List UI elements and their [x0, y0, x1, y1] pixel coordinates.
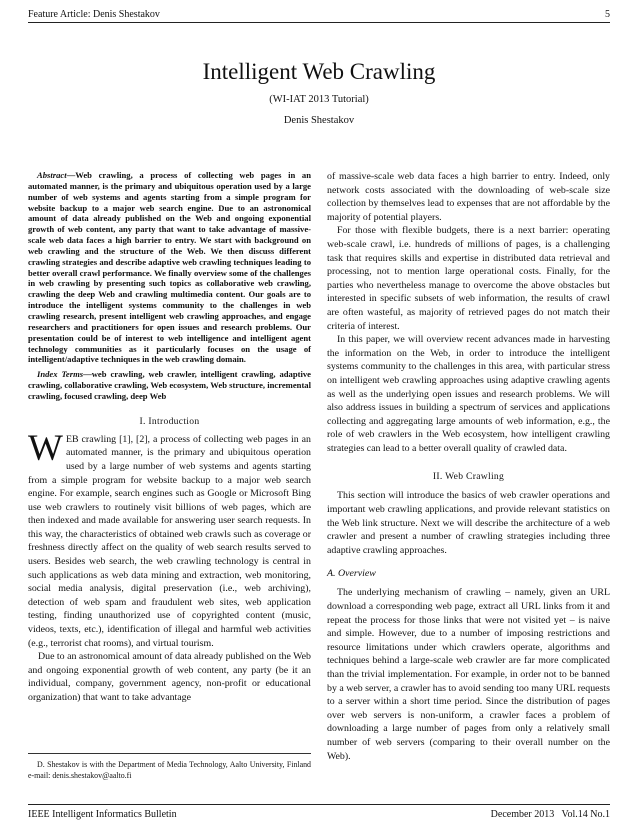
right-paragraph-1: of massive-scale web data faces a high barrier to entry. Indeed, only network costs associated with the downloading of web-scale size collection by themselves lead to expenses that are not affordable by the majority of potential players. [327, 171, 610, 223]
section-heading-introduction: I. Introduction [139, 415, 200, 427]
overview-paragraph: The underlying mechanism of crawling – namely, given an URL download a corresponding web page, extract all URL links from it and repeat the process for those links that were not visited yet – is naive and simple. However, due to a number of imposing restrictions and resource limitations under which crawlers operate, algorithms and techniques behind a large-scale web crawler are far more complicated than the trivial implementation. For example, in order not to be banned by a web server, a crawler has to avoid sending too many URL requests to a server within a short time period. Since the distribution of pages over web servers is non-uniform, a crawler faces a problem of downloading a large number of pages from only a relatively small number of web servers (comparing to their overall number on the Web). [327, 587, 610, 762]
abstract-text: —Web crawling, a process of collecting web pages in an automated manner, is the primary and ubiquitous operation used by a large number of web systems and agents starting from a simple program for website backup to a major web search engine. Due to an astronomical amount of data already published on the Web and ongoing exponential growth of web content, any party that want to take advantage of massive-scale web data faces a high barrier to entry. We start with background on web crawling and the structure of the Web. We then discuss different crawling strategies and describe adaptive web crawling techniques leading to better overall crawl performance. We finally overview some of the challenges in web crawling by presenting such topics as collaborative web crawling, crawling the deep Web and crawling multimedia content. Our goals are to introduce the intelligent systems community to the challenges in web crawling research, present intelligent web crawling approaches, and engage researchers and practitioners for open issues and research problems. Our presentation could be of interest to web intelligence and intelligent agent technology communities as it particularly focuses on the usage of intelligent/adaptive techniques in the web crawling domain. [28, 170, 311, 365]
subsection-heading-overview: A. Overview [327, 568, 376, 580]
intro-paragraph-1 [28, 427, 311, 651]
abstract [28, 170, 311, 365]
section-heading-web-crawling: II. Web Crawling [432, 471, 505, 483]
index-terms-label: Index Terms [37, 369, 84, 380]
index-terms-text: —web crawling, web crawler, intelligent crawling, adaptive crawling, collaborative crawling, Web ecosystem, Web structure, incremental crawling, focused crawling, deep Web [28, 369, 311, 401]
running-header [28, 8, 610, 23]
footer-journal: IEEE Intelligent Informatics Bulletin [28, 809, 177, 820]
abstract-label: Abstract [37, 170, 67, 180]
article-title: Intelligent Web Crawling [202, 59, 436, 84]
index-terms [28, 369, 311, 402]
intro-paragraph-2: Due to an astronomical amount of data already published on the Web and ongoing exponential growth of web content, any party (be it an individual, company, government agency, non-profit or educational organization) that want to take advantage [28, 651, 311, 703]
right-paragraph-2: For those with flexible budgets, there is a next barrier: operating web-scale crawl, i.e. hundreds of millions of pages, is a challenging task that requires skills and expertise in distributed data retrieval and processing, not to mention large operational costs. Finally, for the parties who nevertheless manage to overcome the above obstacles but interested in specific subsets of web information, the results of crawl are often wasteful, as majority of retrieved pages do not match their criteria of interest. [327, 225, 610, 332]
right-paragraph-3: In this paper, we will overview recent advances made in harvesting the information on the Web, in order to introduce the intelligent systems community to the challenges in this area, with particular stress on intelligent web crawling approaches using adaptive crawling agents as well as the underlying open issues and research problems. We will also address issues in building a spectrum of services and applications collecting and aggregating large amounts of web information, e.g., the role of web crawlers in the Web ecosystem, how intelligent crawling strategies can lead to a better overall quality of crawled data. [327, 334, 610, 454]
page-number: 5 [605, 9, 610, 20]
article-subtitle: (WI-IAT 2013 Tutorial) [269, 94, 369, 105]
header-title: Feature Article: Denis Shestakov [28, 9, 160, 20]
left-column [28, 170, 311, 705]
drop-cap: W [28, 427, 63, 469]
footnote-area [28, 753, 311, 782]
article-author: Denis Shestakov [283, 115, 355, 126]
footer-issue: December 2013 Vol.14 No.1 [490, 809, 610, 820]
author-footnote: D. Shestakov is with the Department of Media Technology, Aalto University, Finland e-mail: denis.shestakov@aalto.fi [28, 760, 311, 780]
web-crawling-paragraph-1: This section will introduce the basics of web crawler operations and important web crawling applications, and provide relevant statistics on the Web link structure. Next we will describe the architecture of a web crawler and present a number of crawling strategies including three adaptive crawling approaches. [327, 490, 610, 556]
running-footer [28, 804, 610, 821]
intro-paragraph-1-text: EB crawling [1], [2], a process of collecting web pages in an automated manner, is the primary and ubiquitous operation used by a large number of web systems and agents starting from a simple program for website backup to a major web search engine. For example, search engines such as Google or Microsoft Bing use web crawlers to routinely visit billions of web pages, which are then indexed and made available for answering user search requests. In this way, the characteristics of obtained web crawls such as coverage or freshness directly affect on the quality of web search results served to users. Besides web search, the web crawling technology is central in such applications as web data mining and extraction, web monitoring, social media analysis, digital preservation (i.e., web archiving), detection of web spam and fraudulent web sites, web application testing, finding unauthorized use of copyrighted content (music, videos, texts, etc.), identification of illegal and harmful web activities (e.g., terrorist chat rooms), and virtual tourism. [28, 433, 311, 649]
right-column [327, 170, 610, 763]
